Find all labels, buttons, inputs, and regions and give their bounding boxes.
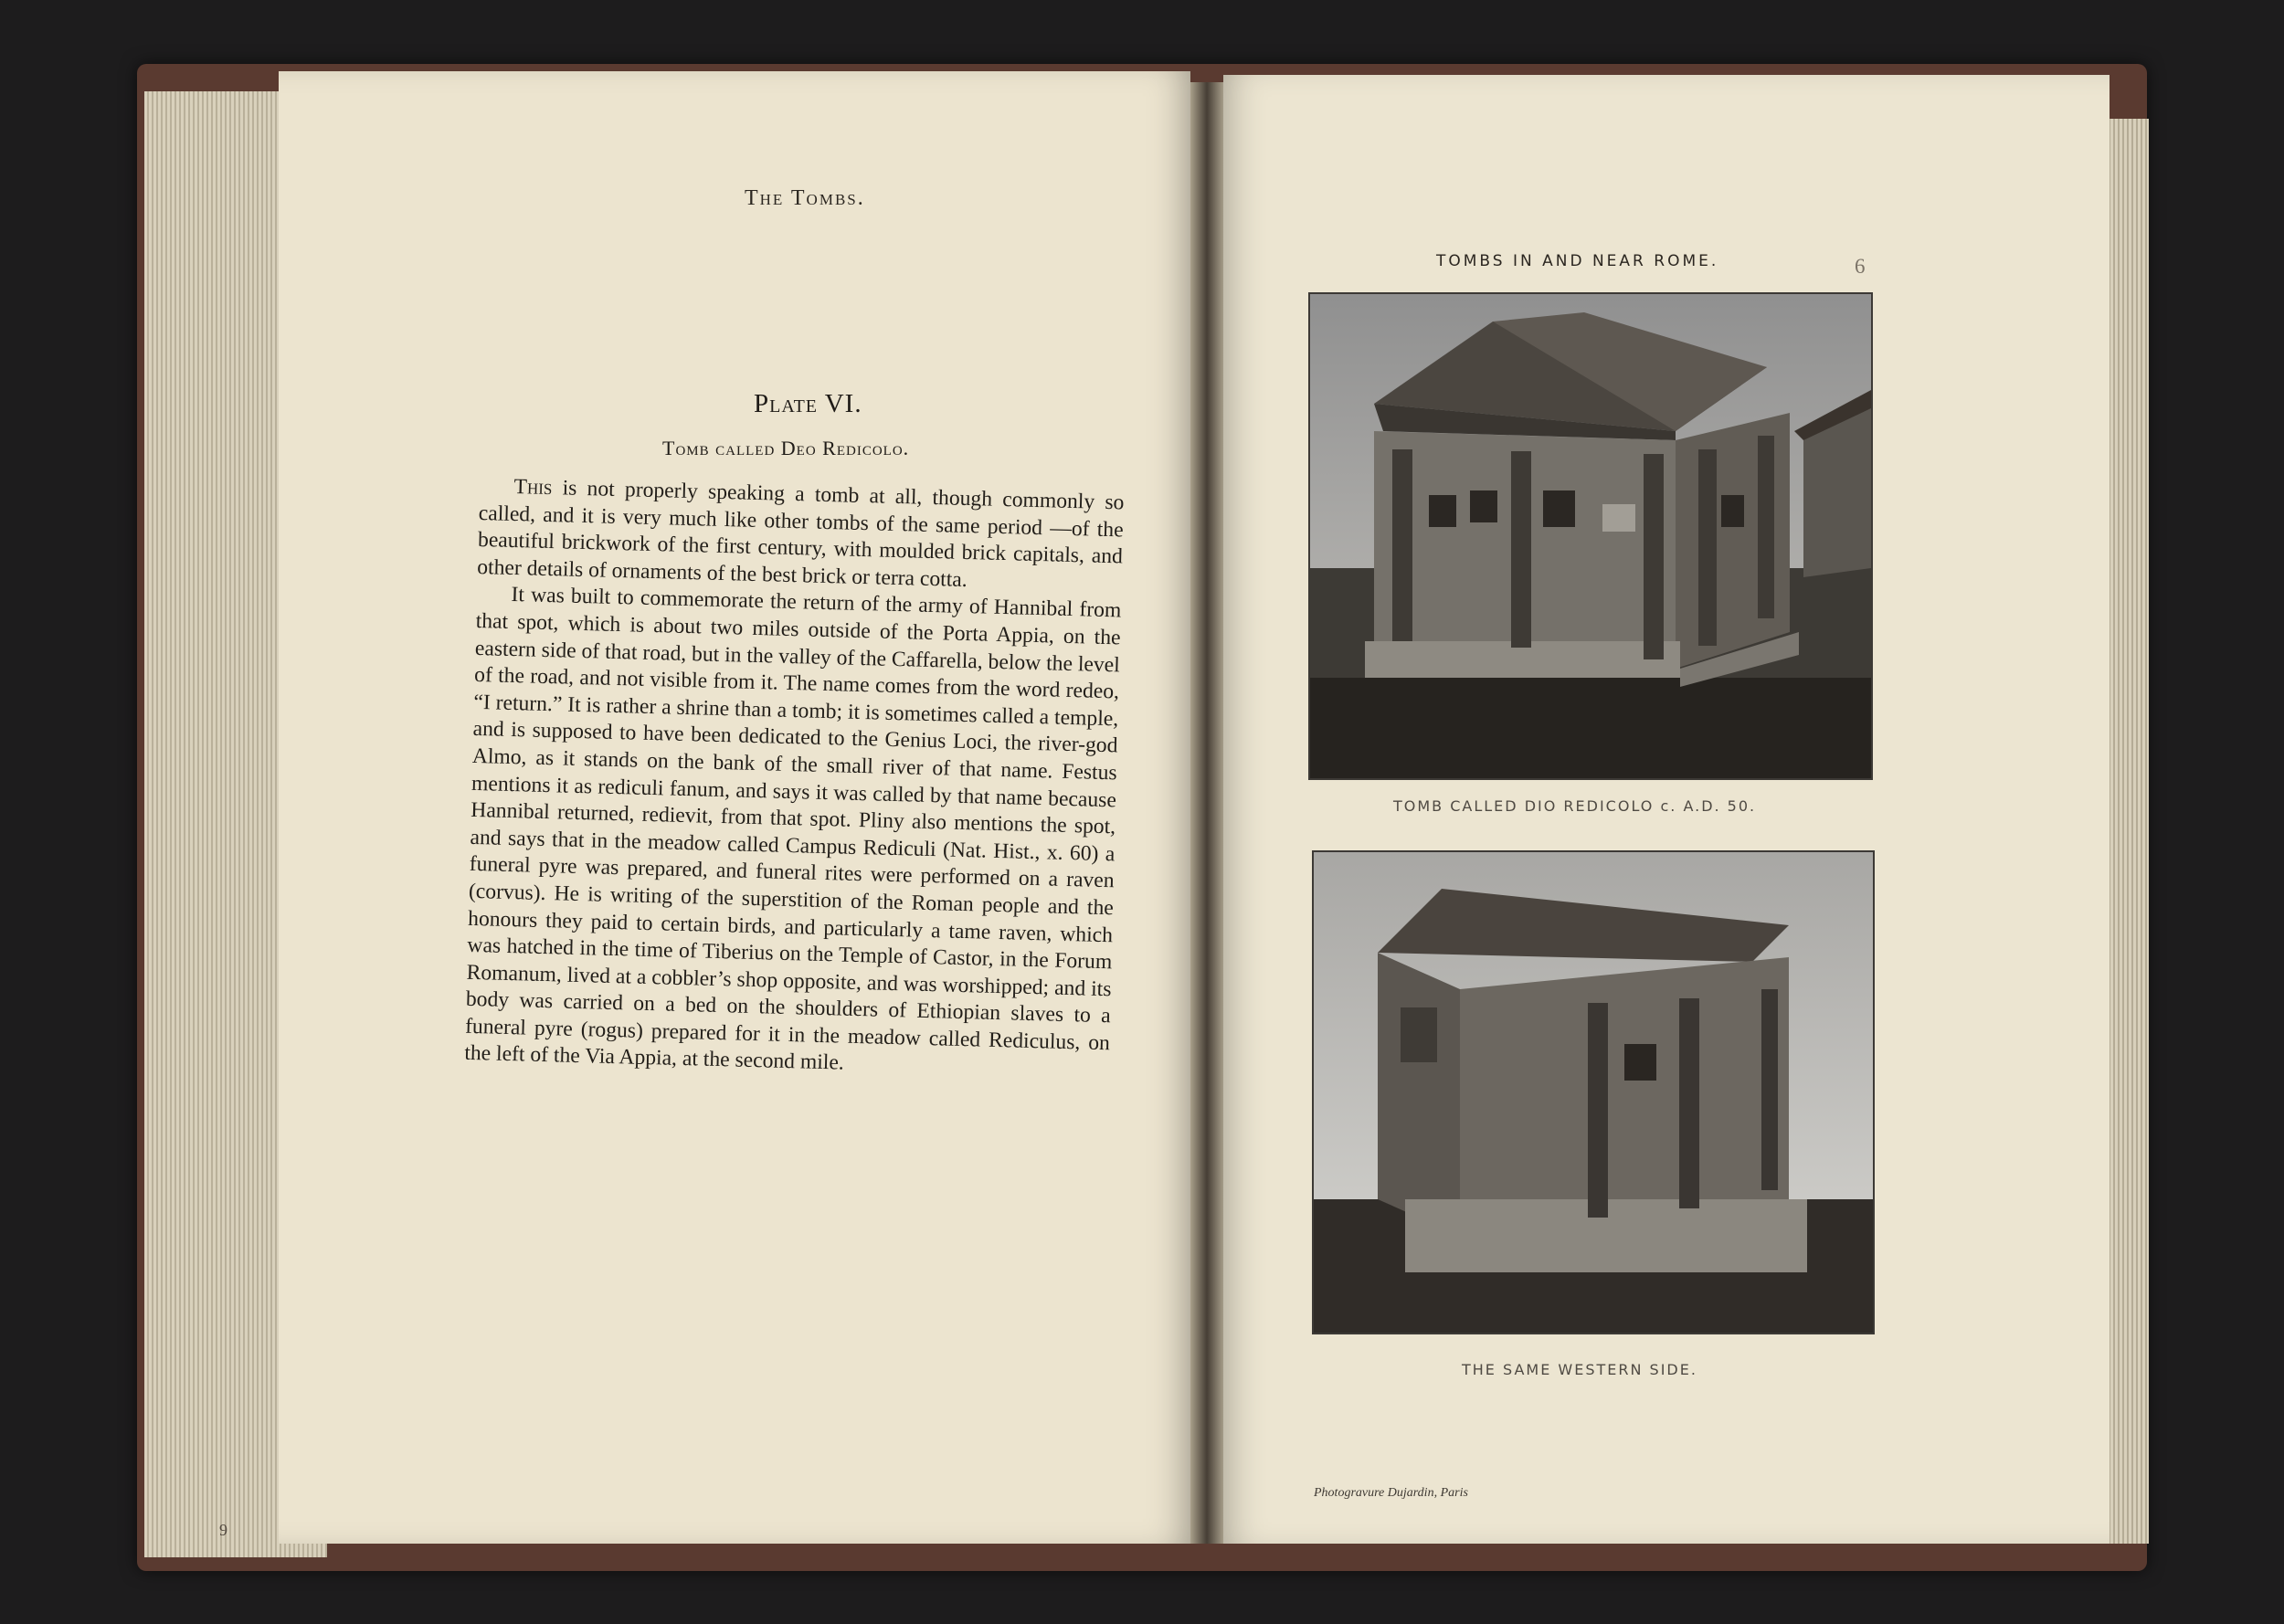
edge-mark: 9 xyxy=(219,1521,227,1539)
page-number: 6 xyxy=(1855,255,1866,278)
plate-heading: Plate VI. xyxy=(754,389,862,418)
photo-caption-bottom: THE SAME WESTERN SIDE. xyxy=(1462,1361,1697,1378)
lead-word: This xyxy=(513,474,553,501)
paragraph-1 xyxy=(477,473,1125,598)
body-text xyxy=(464,473,1125,1084)
paragraph-text: is not properly speaking a tomb at all, though commonly so called, and it is very much like other tombs of the same period —of the beautiful brickwork of the first century, with moulded brick capitals, and other details of ornaments of the best brick or terra cotta. xyxy=(476,476,1125,592)
tomb-photo-front xyxy=(1308,292,1873,780)
photogravure-credit: Photogravure Dujardin, Paris xyxy=(1314,1486,1468,1500)
right-running-head: TOMBS IN AND NEAR ROME. xyxy=(1436,252,1719,270)
paragraph-2 xyxy=(464,581,1122,1084)
paragraph-text: It was built to commemorate the return of the army of Hannibal from that spot, which is about two miles outside of the Porta Appia, on the eastern side of that road, but in the valley of the Caffarella, below the level of the road, and not visible from it. The name comes from the word redeo, “I return.” It is rather a shrine than a tomb; it is sometimes called a temple, and is supposed to have been dedicated to the Genius Loci, the river-god Almo, as it stands on the bank of the small river of that name. Festus mentions it as rediculi fanum, and says it was called by that name because Hannibal returned, redievit, from that spot. Pliny also mentions the spot, and says that in the meadow called Campus Rediculi (Nat. Hist., x. 60) a funeral pyre was prepared, and funeral rites were performed on a raven (corvus). He is writing of the superstition of the Roman people and the honours they paid to certain birds, and particularly a tame raven, which was hatched in the time of Tiberius on the Temple of Castor, in the Forum Romanum, lived at a cobbler’s shop opposite, and was worshipped; and its body was carried on a bed on the shoulders of Ethiopian slaves to a funeral pyre (rogus) prepared for it in the meadow called Rediculus, on the left of the Via Appia, at the second mile. xyxy=(464,583,1122,1076)
tomb-photo-western-side xyxy=(1312,850,1875,1334)
photo-caption-top: TOMB CALLED DIO REDICOLO c. A.D. 50. xyxy=(1393,797,1757,815)
plate-subheading: Tomb called Deo Redicolo. xyxy=(662,437,910,459)
left-running-head: The Tombs. xyxy=(745,186,865,210)
book-gutter xyxy=(1190,82,1223,1544)
